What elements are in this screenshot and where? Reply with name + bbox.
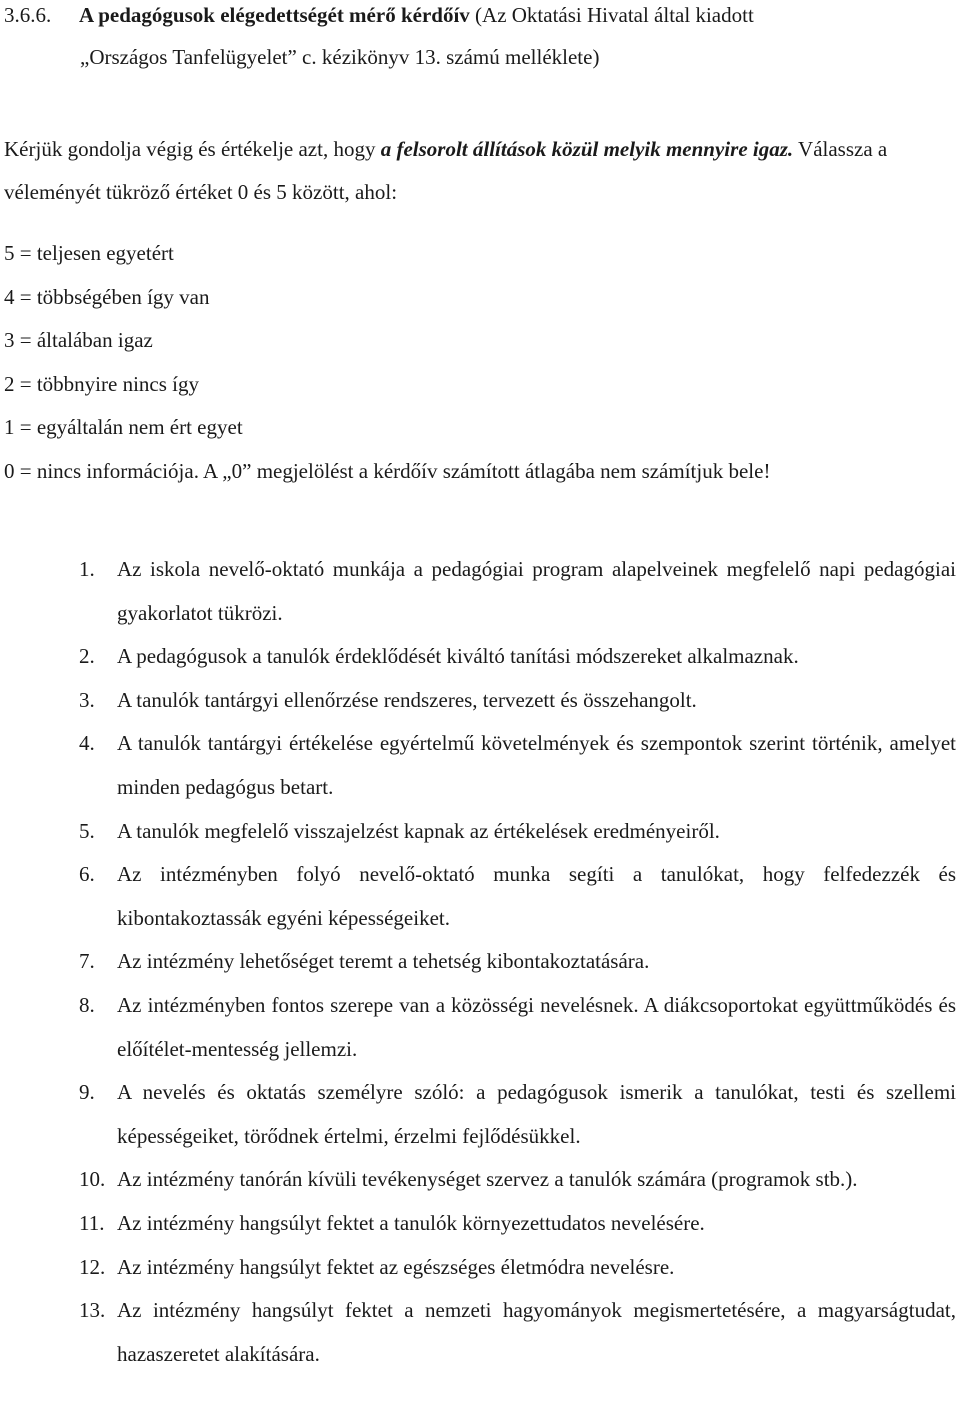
statement-text: A tanulók tantárgyi ellenőrzése rendszeres, tervezett és összehangolt. xyxy=(117,687,697,712)
instructions-text-2: Válassza a véleményét tükröző értéket 0 és 5 között, ahol: xyxy=(4,137,888,204)
statement-number: 9. xyxy=(79,1080,95,1105)
statement-text: A pedagógusok a tanulók érdeklődését kiváltó tanítási módszereket alkalmaznak. xyxy=(117,644,799,669)
instructions-paragraph xyxy=(4,128,956,214)
statement-text: A tanulók megfelelő visszajelzést kapnak az értékelések eredményeiről. xyxy=(117,818,720,843)
statement-item xyxy=(0,1071,960,1158)
statement-item xyxy=(0,1246,960,1290)
rating-scale-item: 0 = nincs információja. A „0” megjelölést a kérdőív számított átlagába nem számítjuk bele! xyxy=(4,458,771,483)
statement-number: 12. xyxy=(79,1254,106,1279)
statement-item xyxy=(0,635,960,679)
rating-scale-item: 5 = teljesen egyetért xyxy=(4,241,174,265)
statement-number: 3. xyxy=(79,687,95,712)
statement-number: 7. xyxy=(79,949,95,974)
statement-number: 10. xyxy=(79,1167,106,1192)
statement-number: 4. xyxy=(79,731,95,756)
statement-text: Az intézmény lehetőséget teremt a tehetség kibontakoztatására. xyxy=(117,949,650,974)
statement-text: Az intézmény hangsúlyt fektet a nemzeti hagyományok megismertetésére, a magyarságtudat, hazaszeretet alakítására. xyxy=(117,1298,956,1366)
statement-text: Az intézmény tanórán kívüli tevékenységet szervez a tanulók számára (programok stb.). xyxy=(117,1167,858,1192)
statement-text: Az iskola nevelő-oktató munkája a pedagógiai program alapelveinek megfelelő napi pedagógiai gyakorlatot tükrözi. xyxy=(117,557,956,625)
statement-text: Az intézmény hangsúlyt fektet a tanulók környezettudatos nevelésére. xyxy=(117,1210,705,1235)
statement-item xyxy=(0,1158,960,1202)
rating-scale-item: 4 = többségében így van xyxy=(4,284,210,309)
statement-text: Az intézményben fontos szerepe van a közösségi nevelésnek. A diákcsoportokat együttműködés és előítélet-mentesség jellemzi. xyxy=(117,992,956,1061)
rating-scale-item: 1 = egyáltalán nem ért egyet xyxy=(4,415,243,440)
rating-scale-item: 3 = általában igaz xyxy=(4,328,153,353)
section-title-continuation: „Országos Tanfelügyelet” c. kézikönyv 13. számú melléklete) xyxy=(80,45,600,69)
statement-number: 6. xyxy=(79,862,95,887)
statement-text: A tanulók tantárgyi értékelése egyértelmű követelmények és szempontok szerint történik, amelyet minden pedagógus betart. xyxy=(117,731,956,799)
statement-item xyxy=(0,1202,960,1246)
statement-number: 11. xyxy=(79,1210,105,1235)
statement-text: Az intézményben folyó nevelő-oktató munka segíti a tanulókat, hogy felfedezzék és kibontakoztassák egyéni képességeiket. xyxy=(117,862,956,930)
instructions-text-1: Kérjük gondolja végig és értékelje azt, hogy xyxy=(4,137,381,161)
statement-number: 8. xyxy=(79,992,95,1017)
section-heading xyxy=(4,0,956,30)
statement-text: A nevelés és oktatás személyre szóló: a pedagógusok ismerik a tanulókat, testi és szellemi képességeiket, törődnek értelmi, érzelmi fejlődésükkel. xyxy=(117,1080,956,1148)
statement-number: 1. xyxy=(79,557,95,581)
section-title: A pedagógusok elégedettségét mérő kérdőív xyxy=(79,3,470,27)
statement-item xyxy=(0,853,960,940)
statement-number: 5. xyxy=(79,818,95,843)
statement-item xyxy=(0,548,960,635)
instructions-emphasis: a felsorolt állítások közül melyik mennyire igaz. xyxy=(380,137,794,161)
rating-scale-list xyxy=(4,238,956,500)
statement-text: Az intézmény hangsúlyt fektet az egészséges életmódra nevelésre. xyxy=(117,1254,675,1279)
statement-item xyxy=(0,984,960,1071)
section-title-source: (Az Oktatási Hivatal által kiadott xyxy=(469,3,754,27)
section-number: 3.6.6. xyxy=(4,3,52,27)
statement-item xyxy=(0,722,960,809)
statement-item xyxy=(0,1289,960,1376)
rating-scale-item: 2 = többnyire nincs így xyxy=(4,371,199,396)
statement-item xyxy=(0,679,960,723)
statement-number: 13. xyxy=(79,1298,106,1323)
statement-number: 2. xyxy=(79,644,95,669)
statement-list xyxy=(0,548,960,1376)
statement-item xyxy=(0,940,960,984)
statement-item xyxy=(0,810,960,854)
